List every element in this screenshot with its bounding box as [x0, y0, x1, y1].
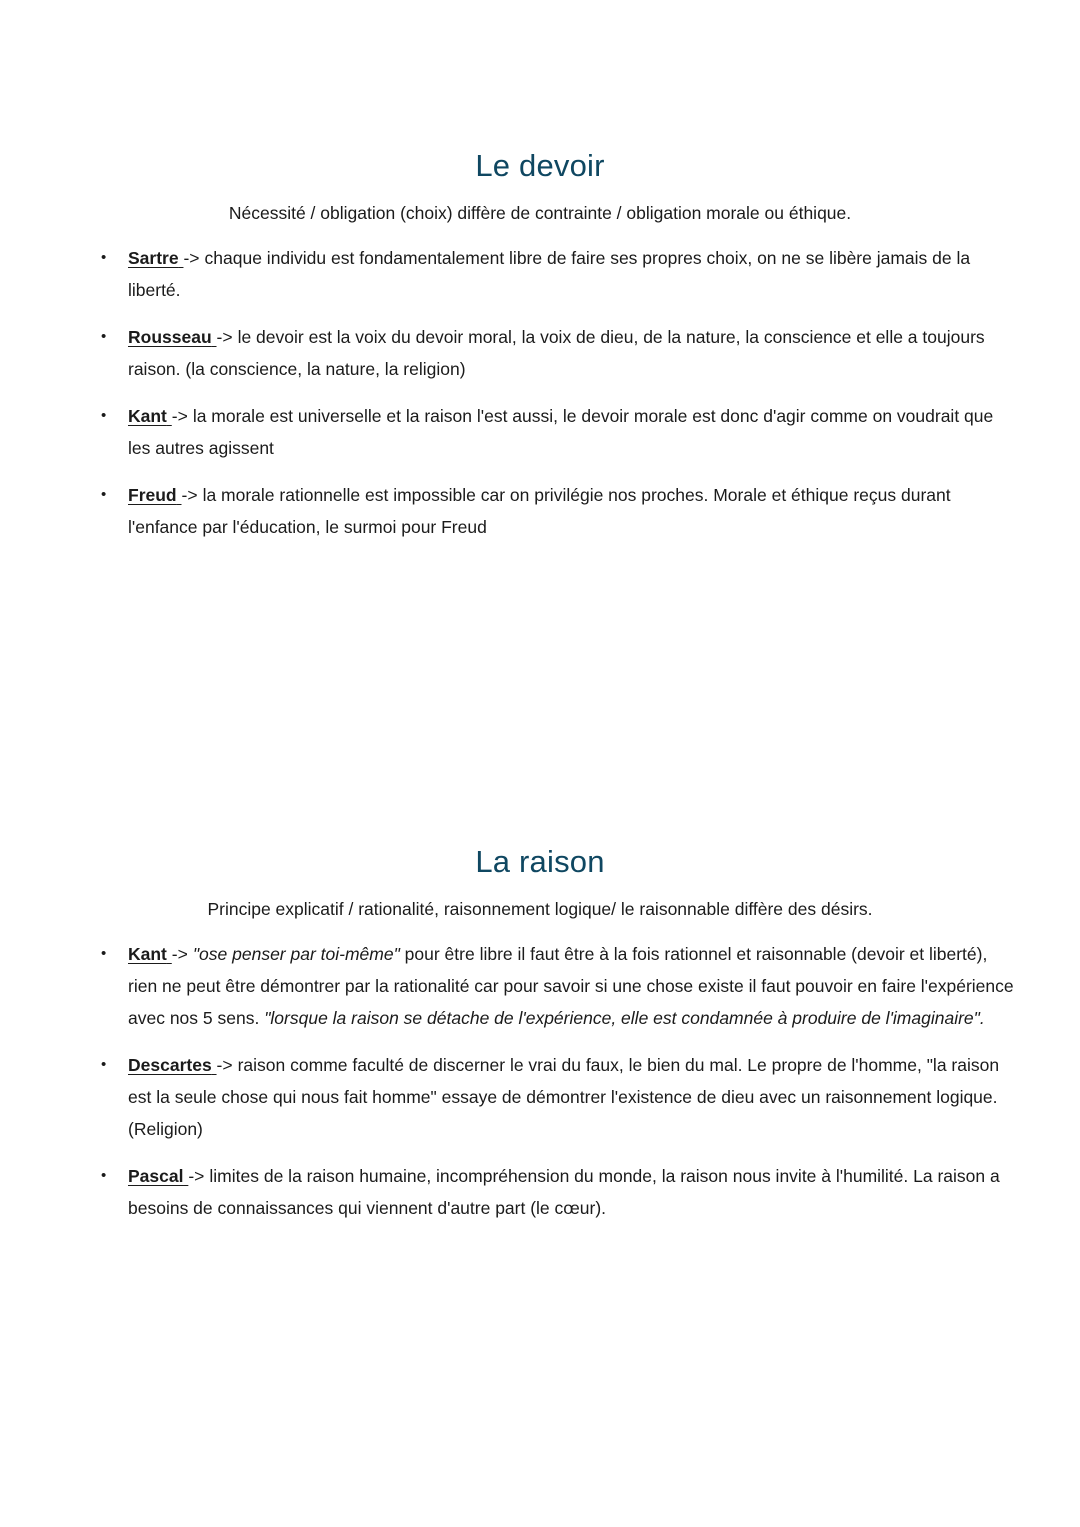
- bullet-icon: •: [101, 486, 107, 503]
- arrow-text: ->: [171, 944, 188, 964]
- bullet-icon: •: [101, 407, 107, 424]
- list-item: [64, 242, 1016, 306]
- philosopher-name: Freud: [128, 485, 177, 505]
- bullet-text: limites de la raison humaine, incompréhension du monde, la raison nous invite à l'humilité. La raison a besoins de connaissances qui viennent d'autre part (le cœur).: [128, 1166, 1000, 1218]
- philosopher-name: Kant: [128, 944, 167, 964]
- section-title: La raison: [475, 844, 605, 879]
- bullet-icon: •: [101, 328, 107, 345]
- philosopher-name: Rousseau: [128, 327, 212, 347]
- list-item: [64, 1049, 1016, 1145]
- section-subtitle: Nécessité / obligation (choix) diffère de contrainte / obligation morale ou éthique.: [228, 203, 852, 223]
- philosopher-name: Kant: [128, 406, 167, 426]
- arrow-text: ->: [171, 406, 188, 426]
- bullet-icon: •: [101, 1056, 107, 1073]
- bullet-text: chaque individu est fondamentalement libre de faire ses propres choix, on ne se libère jamais de la liberté.: [128, 248, 971, 300]
- philosopher-name: Sartre: [128, 248, 179, 268]
- bullet-text: raison comme faculté de discerner le vrai du faux, le bien du mal. Le propre de l'homme, "la raison est la seule chose qui nous fait homme" essaye de démontrer l'existence de dieu avec un raisonnement logique. (Religion): [128, 1055, 1000, 1139]
- page-break-spacer: [64, 543, 1016, 842]
- arrow-text: ->: [183, 248, 200, 268]
- bullet-text-quote: "lorsque la raison se détache de l'expérience, elle est condamnée à produire de l'imaginaire".: [264, 1008, 985, 1028]
- section-title: Le devoir: [475, 148, 605, 183]
- bullet-text: la morale est universelle et la raison l'est aussi, le devoir morale est donc d'agir comme on voudrait que les autres agissent: [128, 406, 994, 458]
- bullet-icon: •: [101, 945, 107, 962]
- bullet-icon: •: [101, 249, 107, 266]
- bullet-text: pour être libre il faut être à la fois rationnel et raisonnable (devoir et liberté), rien ne peut être démontrer par la rationalité car pour savoir si une chose existe il faut pouvoir en faire l'expérience avec nos 5 sens.: [128, 944, 1014, 1028]
- bullet-icon: •: [101, 1167, 107, 1184]
- section-subtitle: Principe explicatif / rationalité, raisonnement logique/ le raisonnable diffère des désirs.: [207, 899, 873, 919]
- arrow-text: ->: [216, 1055, 233, 1075]
- list-item: [64, 479, 1016, 543]
- list-item: [64, 1160, 1016, 1224]
- philosopher-name: Pascal: [128, 1166, 184, 1186]
- bullet-list: [64, 242, 1016, 543]
- section-le-devoir: [64, 146, 1016, 543]
- list-item: [64, 321, 1016, 385]
- bullet-text-quote: "ose penser par toi-même": [192, 944, 400, 964]
- arrow-text: ->: [181, 485, 198, 505]
- list-item: [64, 400, 1016, 464]
- arrow-text: ->: [188, 1166, 205, 1186]
- philosopher-name: Descartes: [128, 1055, 212, 1075]
- bullet-list: [64, 938, 1016, 1224]
- bullet-text: la morale rationnelle est impossible car on privilégie nos proches. Morale et éthique reçus durant l'enfance par l'éducation, le surmoi pour Freud: [128, 485, 951, 537]
- list-item: [64, 938, 1016, 1034]
- arrow-text: ->: [216, 327, 233, 347]
- section-la-raison: [64, 842, 1016, 1224]
- bullet-text: le devoir est la voix du devoir moral, la voix de dieu, de la nature, la conscience et elle a toujours raison. (la conscience, la nature, la religion): [128, 327, 985, 379]
